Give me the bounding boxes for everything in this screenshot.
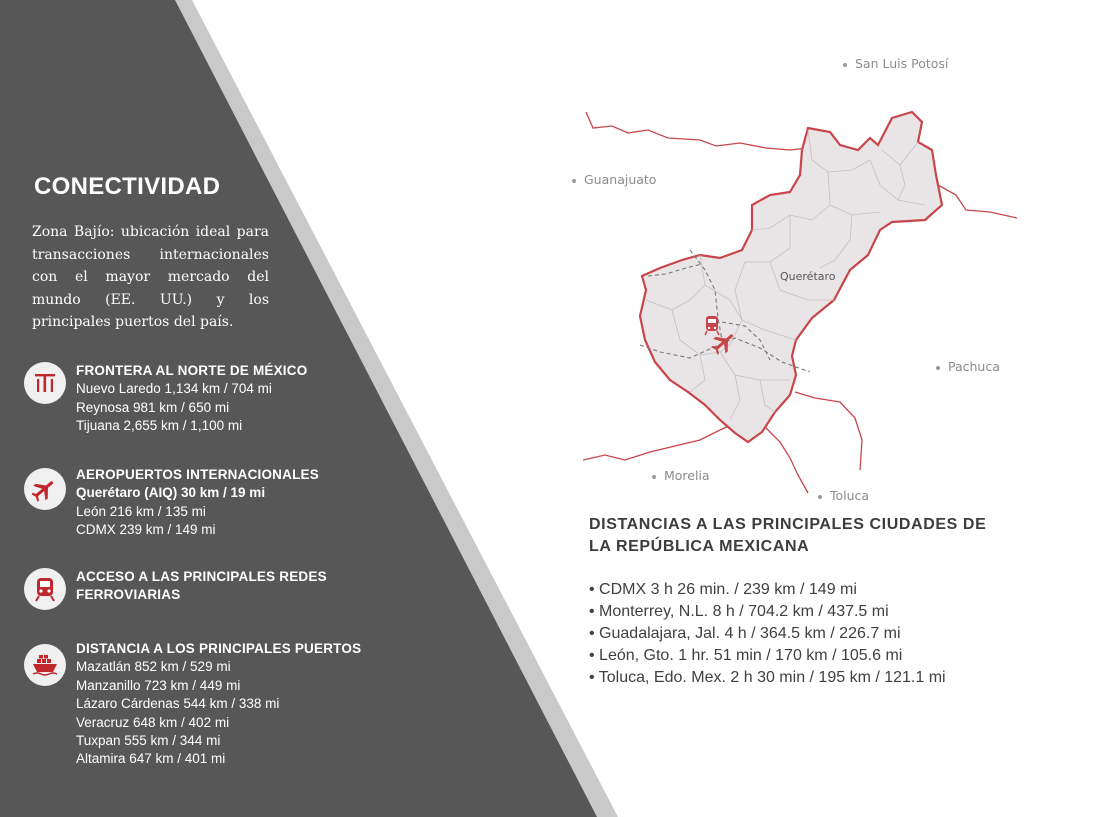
distances-heading [589, 514, 1029, 558]
ports-block [76, 640, 361, 769]
map-city-label: Pachuca [936, 359, 1000, 374]
list-item: • CDMX 3 h 26 min. / 239 km / 149 mi [589, 581, 857, 598]
airports-block [76, 466, 319, 540]
road-south [766, 428, 808, 493]
list-item: • Guadalajara, Jal. 4 h / 364.5 km / 226.7 mi [589, 625, 901, 642]
list-item: Reynosa 981 km / 650 mi [76, 399, 230, 415]
list-item: Nuevo Laredo 1,134 km / 704 mi [76, 381, 272, 397]
ship-icon [24, 644, 66, 686]
border-crossing-icon [24, 362, 66, 404]
list-item: Tijuana 2,655 km / 1,100 mi [76, 418, 243, 434]
map-city-label: Guanajuato [572, 172, 656, 187]
road-north-west [586, 112, 808, 150]
border-distance-block [76, 362, 307, 436]
page-title: CONECTIVIDAD [34, 173, 221, 200]
list-item: Tuxpan 555 km / 344 mi [76, 733, 221, 749]
road-south-west [583, 422, 738, 460]
list-item: • Monterrey, N.L. 8 h / 704.2 km / 437.5 mi [589, 603, 889, 620]
map-city-label: Morelia [652, 468, 710, 483]
road-east [938, 185, 1017, 218]
railways-heading-line-1: ACCESO A LAS PRINCIPALES REDES [76, 569, 327, 584]
distances-heading-line-2: LA REPÚBLICA MEXICANA [589, 538, 810, 555]
city-dot-icon [843, 63, 847, 67]
list-item: Manzanillo 723 km / 449 mi [76, 677, 241, 693]
city-dot-icon [818, 495, 822, 499]
queretaro-map [583, 112, 1017, 493]
list-item: • León, Gto. 1 hr. 51 min / 170 km / 105.6 mi [589, 647, 903, 664]
city-dot-icon [572, 179, 576, 183]
list-item: Altamira 647 km / 401 mi [76, 751, 226, 767]
list-item: Mazatlán 852 km / 529 mi [76, 659, 231, 675]
list-item: Veracruz 648 km / 402 mi [76, 714, 230, 730]
list-item: León 216 km / 135 mi [76, 503, 206, 519]
railways-block [76, 568, 327, 605]
intro-paragraph: Zona Bajío: ubicación ideal para transacciones internacionales con el mayor mercado del mundo (EE. UU.) y los principales puertos del país. [32, 224, 269, 330]
city-dot-icon [652, 475, 656, 479]
list-item: • Toluca, Edo. Mex. 2 h 30 min / 195 km / 121.1 mi [589, 669, 946, 686]
list-item: CDMX 239 km / 149 mi [76, 522, 216, 538]
map-city-label: San Luis Potosí [843, 56, 948, 71]
railways-heading-line-2: FERROVIARIAS [76, 587, 181, 603]
ports-heading: DISTANCIA A LOS PRINCIPALES PUERTOS [76, 641, 362, 656]
map-city-label: Toluca [818, 488, 869, 503]
train-icon [24, 568, 66, 610]
distances-heading-line-1: DISTANCIAS A LAS PRINCIPALES CIUDADES DE [589, 516, 987, 533]
list-item: Querétaro (AIQ) 30 km / 19 mi [76, 485, 266, 501]
map-state-label: Querétaro [780, 270, 836, 283]
airplane-icon [24, 468, 66, 510]
road-south-east [795, 392, 862, 470]
distances-list [589, 579, 946, 689]
airports-heading: AEROPUERTOS INTERNACIONALES [76, 467, 319, 482]
list-item: Lázaro Cárdenas 544 km / 338 mi [76, 696, 280, 712]
border-heading: FRONTERA AL NORTE DE MÉXICO [76, 363, 308, 378]
city-dot-icon [936, 366, 940, 370]
